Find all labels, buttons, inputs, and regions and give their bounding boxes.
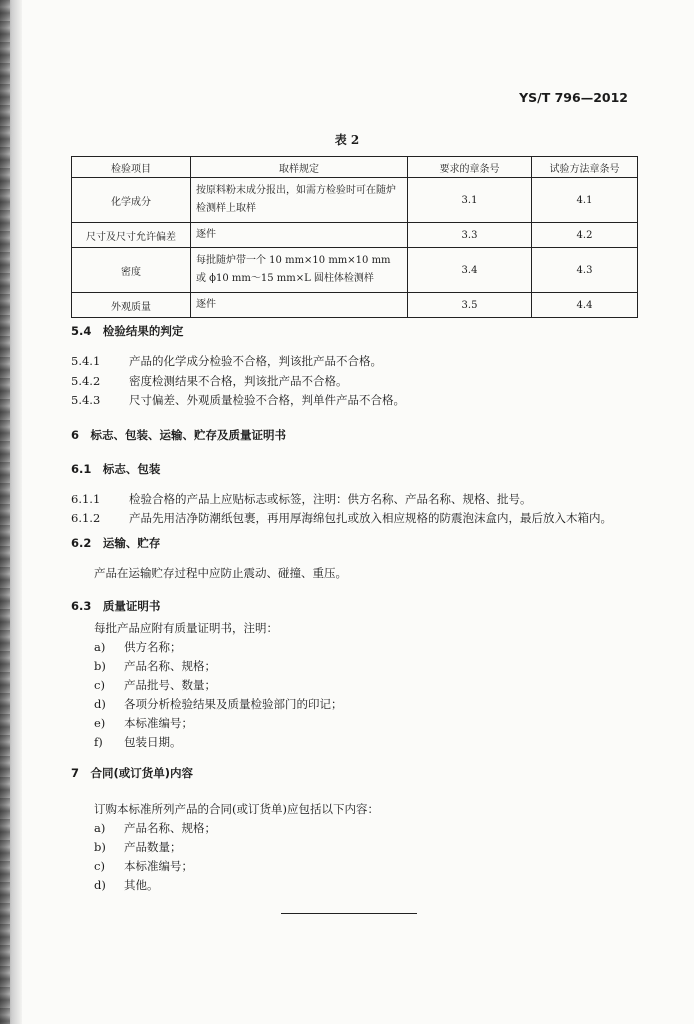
list-label: b) <box>94 840 106 854</box>
list-label: d) <box>94 697 106 711</box>
chapter-heading: 6 标志、包装、运输、贮存及质量证明书 <box>71 428 286 442</box>
list-item <box>94 658 216 674</box>
table-header-row <box>72 157 638 178</box>
section-heading: 5.4 检验结果的判定 <box>71 324 184 338</box>
table-header-cell: 试验方法章条号 <box>532 157 638 178</box>
list-label: f) <box>94 735 103 749</box>
list-item <box>94 715 193 731</box>
table-cell-req: 3.3 <box>408 223 532 248</box>
section-heading: 6.1 标志、包装 <box>71 462 161 476</box>
clause-text: 产品先用洁净防潮纸包裹，再用厚海绵包扎或放入相应规格的防震泡沫盒内，最后放入木箱内。 <box>129 511 612 525</box>
clause-number: 5.4.3 <box>71 393 101 407</box>
list-text: 包装日期。 <box>124 735 182 749</box>
clause <box>71 392 405 408</box>
table-cell-req: 3.4 <box>408 248 532 293</box>
clause-number: 6.1.2 <box>71 511 101 525</box>
clause-text: 检验合格的产品上应贴标志或标签，注明：供方名称、产品名称、规格、批号。 <box>129 492 532 506</box>
list-text: 产品数量； <box>124 840 182 854</box>
clause-text: 尺寸偏差、外观质量检验不合格，判单件产品不合格。 <box>129 393 405 407</box>
list-item <box>94 877 159 893</box>
table-cell-rule: 按原料粉末成分报出，如需方检验时可在随炉检测样上取样 <box>191 178 408 223</box>
list-label: b) <box>94 659 106 673</box>
chapter-heading: 7 合同(或订货单)内容 <box>71 766 194 780</box>
table-row <box>72 293 638 318</box>
list-text: 产品名称、规格； <box>124 821 216 835</box>
standard-number: YS/T 796—2012 <box>519 90 628 105</box>
list-item <box>94 696 343 712</box>
table-cell-item: 密度 <box>72 248 191 293</box>
end-rule <box>281 913 417 914</box>
table-caption: 表 2 <box>334 133 360 147</box>
clause-number: 6.1.1 <box>71 492 101 506</box>
clause <box>71 353 382 369</box>
list-text: 产品名称、规格； <box>124 659 216 673</box>
table-cell-rule: 每批随炉带一个 10 mm×10 mm×10 mm 或 ϕ10 mm～15 mm×L 圆柱体检测样 <box>191 248 408 293</box>
table-row <box>72 248 638 293</box>
list-item <box>94 858 193 874</box>
clause-text: 密度检测结果不合格，判该批产品不合格。 <box>129 374 348 388</box>
paragraph: 订购本标准所列产品的合同(或订货单)应包括以下内容： <box>94 802 379 816</box>
list-item <box>94 639 182 655</box>
list-text: 各项分析检验结果及质量检验部门的印记； <box>124 697 343 711</box>
paragraph: 每批产品应附有质量证明书，注明： <box>94 621 278 635</box>
list-item <box>94 677 216 693</box>
clause <box>71 373 348 389</box>
list-label: c) <box>94 859 105 873</box>
list-label: d) <box>94 878 106 892</box>
clause <box>71 510 612 526</box>
clause-text: 产品的化学成分检验不合格，判该批产品不合格。 <box>129 354 382 368</box>
table-header-cell: 检验项目 <box>72 157 191 178</box>
list-text: 本标准编号； <box>124 716 193 730</box>
section-heading: 6.2 运输、贮存 <box>71 536 161 550</box>
table-cell-item: 化学成分 <box>72 178 191 223</box>
list-text: 其他。 <box>124 878 159 892</box>
paragraph: 产品在运输贮存过程中应防止震动、碰撞、重压。 <box>94 566 347 580</box>
list-label: c) <box>94 678 105 692</box>
table-cell-method: 4.1 <box>532 178 638 223</box>
list-label: a) <box>94 821 106 835</box>
list-label: a) <box>94 640 106 654</box>
table-cell-method: 4.3 <box>532 248 638 293</box>
table-header-cell: 要求的章条号 <box>408 157 532 178</box>
inspection-table <box>71 156 638 318</box>
list-item <box>94 839 182 855</box>
table-cell-rule: 逐件 <box>191 293 408 318</box>
table-cell-req: 3.5 <box>408 293 532 318</box>
table-cell-item: 外观质量 <box>72 293 191 318</box>
table-cell-rule: 逐件 <box>191 223 408 248</box>
section-heading: 6.3 质量证明书 <box>71 599 161 613</box>
table-cell-method: 4.4 <box>532 293 638 318</box>
table-cell-item: 尺寸及尺寸允许偏差 <box>72 223 191 248</box>
list-text: 产品批号、数量； <box>124 678 216 692</box>
list-label: e) <box>94 716 106 730</box>
table-cell-method: 4.2 <box>532 223 638 248</box>
table-row <box>72 178 638 223</box>
clause-number: 5.4.2 <box>71 374 101 388</box>
scan-edge-noise <box>0 0 10 1024</box>
clause-number: 5.4.1 <box>71 354 101 368</box>
clause <box>71 491 532 507</box>
list-item <box>94 734 182 750</box>
list-text: 本标准编号； <box>124 859 193 873</box>
table-row <box>72 223 638 248</box>
table-header-cell: 取样规定 <box>191 157 408 178</box>
list-text: 供方名称； <box>124 640 182 654</box>
table-cell-req: 3.1 <box>408 178 532 223</box>
list-item <box>94 820 216 836</box>
